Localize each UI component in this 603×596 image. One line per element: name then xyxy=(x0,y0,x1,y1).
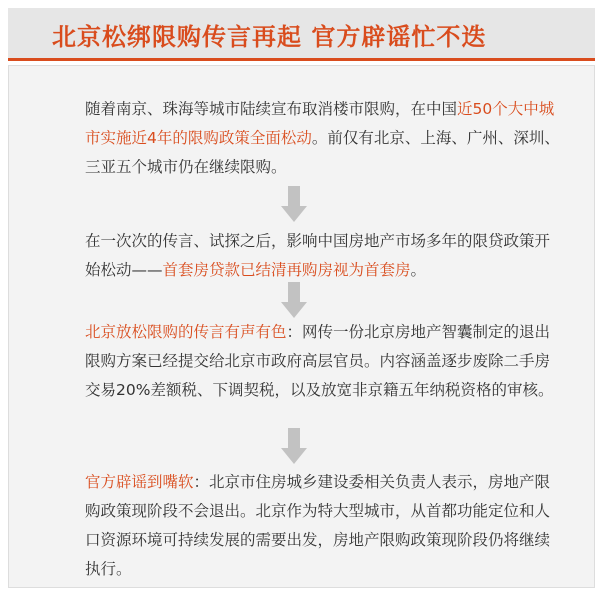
down-arrow-icon xyxy=(281,428,307,464)
section-2-text-end: 。 xyxy=(410,261,427,279)
section-3-text: ：网传一份北京房地产智囊制定的退出限购方案已经提交给北京市政府高层官员。内容涵盖逐步废除二手房交易20%差额税、下调契税，以及放宽非京籍五年纳税资格的审核。 xyxy=(85,323,554,399)
section-2-text: 在一次次的传言、试探之后，影响中国房地产市场多年的限贷政策开始松动—— xyxy=(85,232,551,279)
section-4-highlight: 官方辟谣到嘴软 xyxy=(85,473,194,491)
section-1-text: 随着南京、珠海等城市陆续宣布取消楼市限购，在中国 xyxy=(85,100,458,118)
section-4 xyxy=(85,468,560,584)
section-3-highlight: 北京放松限购的传言有声有色 xyxy=(85,323,287,341)
section-1-text-end: 。前仅有北京、上海、广州、深圳、三亚五个城市仍在继续限购。 xyxy=(85,129,560,176)
section-4-text: ：北京市住房城乡建设委相关负责人表示，房地产限购政策现阶段不会退出。北京作为特大型城市，从首都功能定位和人口资源环境可持续发展的需要出发，房地产限购政策现阶段仍将继续执行。 xyxy=(85,473,551,578)
section-1-highlight: 近50个大中城市实施近4年的限购政策全面松动 xyxy=(85,100,555,147)
header-banner xyxy=(8,8,595,61)
page-title: 北京松绑限购传言再起 官方辟谣忙不迭 xyxy=(52,23,487,51)
down-arrow-icon xyxy=(281,282,307,318)
section-2 xyxy=(85,227,560,285)
section-2-highlight: 首套房贷款已结清再购房视为首套房 xyxy=(162,261,411,279)
section-3 xyxy=(85,318,560,405)
section-1 xyxy=(85,95,560,182)
down-arrow-icon xyxy=(281,186,307,222)
